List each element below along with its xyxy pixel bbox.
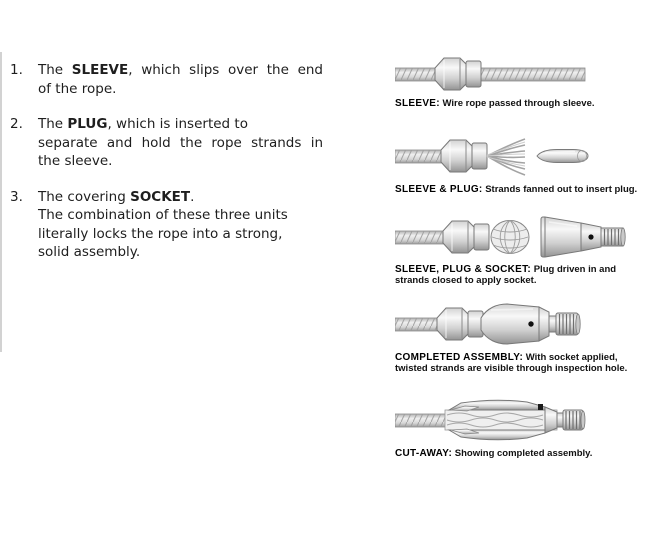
fanned-strands-and-plug-illustration — [395, 134, 595, 180]
figure-caption: SLEEVE & PLUG: Strands fanned out to insert plug. — [395, 184, 638, 195]
item-text-line: The covering SOCKET. — [38, 188, 195, 205]
item-text-line: separate and hold the rope strands in — [38, 134, 323, 151]
list-item-sleeve — [10, 61, 332, 98]
figure-sleeve-plug-socket — [395, 216, 647, 286]
item-text-line: of the rope. — [38, 80, 117, 97]
item-text-line: The PLUG, which is inserted to — [38, 116, 248, 132]
figure-sleeve — [395, 54, 647, 109]
figure-label: COMPLETED ASSEMBLY: — [395, 352, 524, 363]
item-number: 3. — [10, 188, 23, 205]
figure-caption: SLEEVE: Wire rope passed through sleeve. — [395, 98, 595, 109]
plug-driven-and-socket-illustration — [395, 216, 627, 260]
term-socket: SOCKET — [130, 188, 191, 205]
item-text-line: literally locks the rope into a strong, — [38, 225, 283, 242]
item-number: 2. — [10, 116, 23, 132]
instruction-list — [10, 61, 332, 279]
item-text-line: The SLEEVE, which slips over the end — [38, 62, 323, 78]
figure-label: SLEEVE: — [395, 98, 440, 109]
item-number: 1. — [10, 62, 23, 78]
item-text-line: solid assembly. — [38, 244, 141, 260]
term-plug: PLUG — [67, 116, 108, 132]
figure-cut-away — [395, 396, 647, 459]
figure-caption: SLEEVE, PLUG & SOCKET: Plug driven in and strands closed to apply socket. — [395, 264, 617, 286]
list-item-plug — [10, 115, 332, 171]
item-text-line: The combination of these three units — [38, 207, 288, 223]
scan-edge-artifact — [0, 52, 2, 352]
figure-completed-assembly — [395, 300, 647, 374]
list-item-socket — [10, 188, 332, 262]
figure-label: SLEEVE & PLUG: — [395, 184, 483, 195]
figure-label: SLEEVE, PLUG & SOCKET: — [395, 264, 532, 275]
rope-through-sleeve-illustration — [395, 54, 587, 94]
completed-assembly-illustration — [395, 300, 595, 348]
cut-away-illustration — [395, 396, 595, 444]
figure-caption: CUT-AWAY: Showing completed assembly. — [395, 448, 593, 459]
term-sleeve: SLEEVE — [71, 62, 129, 78]
item-text-line: the sleeve. — [38, 153, 113, 169]
figure-label: CUT-AWAY: — [395, 448, 453, 459]
figure-sleeve-plug — [395, 134, 647, 195]
figure-caption: COMPLETED ASSEMBLY: With socket applied, twisted strands are visible through inspection hole. — [395, 352, 628, 374]
